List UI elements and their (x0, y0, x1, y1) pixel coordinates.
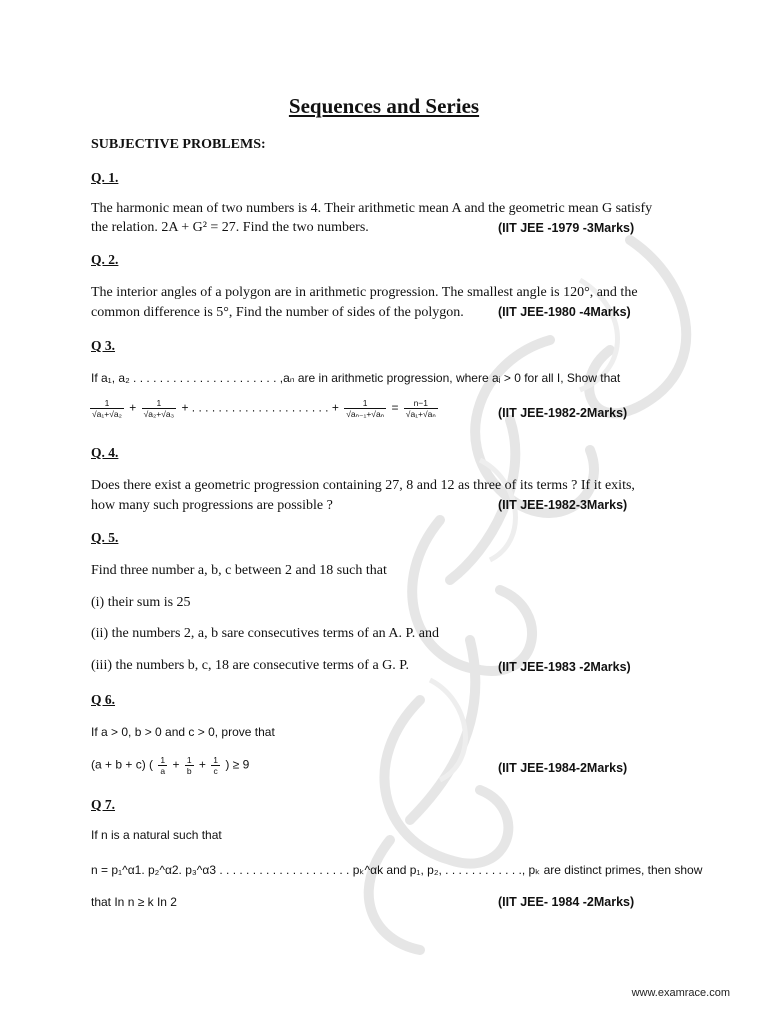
q4-marks: (IIT JEE-1982-3Marks) (498, 498, 628, 512)
q1-text-line1: The harmonic mean of two numbers is 4. Their arithmetic mean A and the geometric mean G satisfy (91, 201, 653, 216)
q4-text-line1: Does there exist a geometric progression containing 27, 8 and 12 as three of its terms ? If it exits, (91, 478, 635, 493)
q5-text-line3: (ii) the numbers 2, a, b sare consecutives terms of an A. P. and (91, 626, 439, 641)
q1-label: Q. 1. (91, 170, 119, 185)
q6-text-line1: If a > 0, b > 0 and c > 0, prove that (91, 725, 275, 739)
q1-marks: (IIT JEE -1979 -3Marks) (498, 221, 635, 235)
q6-fraction-b: $\frac{1}{b}$ (186, 755, 192, 776)
page-title: Sequences and Series (288, 94, 480, 118)
q3-fraction-1: $\frac{1}{\text{√a₁+√a₂}}$ (92, 398, 122, 419)
footer-url: www.examrace.com (631, 987, 730, 999)
q5-text-line1: Find three number a, b, c between 2 and 18 such that (91, 563, 387, 578)
q3-fraction-3: $\frac{1}{\text{√aₙ₋₁+√aₙ}}$ (346, 398, 385, 419)
q3-equation: $\frac{1}{\text{√a₁+√a₂}}$ + $\frac{1}{\text{√a₂+√a₃}}$ + . . . . . . . . . . . . . . . . . . . . . + $\frac{1}{\text{√aₙ₋₁+√aₙ}}$ = $\frac{n-1}{\text{√a₁+√aₙ}}$ (92, 398, 436, 419)
q3-marks: (IIT JEE-1982-2Marks) (498, 406, 628, 420)
q7-marks: (IIT JEE- 1984 -2Marks) (498, 895, 635, 909)
q7-text-line3: that In n ≥ k In 2 (91, 895, 177, 909)
q4-text-line2: how many such progressions are possible ? (91, 498, 333, 513)
q5-marks: (IIT JEE-1983 -2Marks) (498, 660, 631, 674)
q6-marks: (IIT JEE-1984-2Marks) (498, 761, 628, 775)
q2-marks: (IIT JEE-1980 -4Marks) (498, 305, 631, 319)
q3-label: Q 3. (91, 338, 116, 353)
q7-text-line2: n = p₁^α1. p₂^α2. p₃^α3 . . . . . . . . . . . . . . . . . . . . pₖ^αk and p₁, p₂, . . . . . . . . . . . ., pₖ are distinct primes, then show (91, 863, 703, 877)
q2-text-line1: The interior angles of a polygon are in arithmetic progression. The smallest angle is 120°, and the (91, 285, 638, 300)
watermark-graphic (330, 220, 730, 960)
q3-fraction-4: $\frac{n-1}{\text{√a₁+√aₙ}}$ (405, 398, 436, 419)
q1-text-line2: the relation. 2A + G² = 27. Find the two numbers. (91, 220, 369, 235)
q5-label: Q. 5. (91, 530, 119, 545)
q6-equation: (a + b + c) ( $\frac{1}{a}$ + $\frac{1}{b}$ + $\frac{1}{c}$ ) ≥ 9 (91, 755, 250, 776)
q5-text-line2: (i) their sum is 25 (91, 595, 191, 610)
section-heading: SUBJECTIVE PROBLEMS: (91, 137, 266, 152)
q7-text-line1: If n is a natural such that (91, 828, 222, 842)
q6-label: Q 6. (91, 692, 116, 707)
q6-fraction-c: $\frac{1}{c}$ (213, 755, 218, 776)
q4-label: Q. 4. (91, 445, 119, 460)
q6-fraction-a: $\frac{1}{a}$ (160, 755, 166, 776)
q3-fraction-2: $\frac{1}{\text{√a₂+√a₃}}$ (143, 398, 175, 419)
q7-label: Q 7. (91, 797, 116, 812)
q5-text-line4: (iii) the numbers b, c, 18 are consecutive terms of a G. P. (91, 658, 410, 673)
q2-text-line2: common difference is 5°, Find the number of sides of the polygon. (91, 305, 464, 320)
q3-text-line1: If a₁, a₂ . . . . . . . . . . . . . . . . . . . . . . ,aₙ are in arithmetic progression, where aᵢ > 0 for all I, Show that (91, 371, 621, 385)
q2-label: Q. 2. (91, 252, 119, 267)
